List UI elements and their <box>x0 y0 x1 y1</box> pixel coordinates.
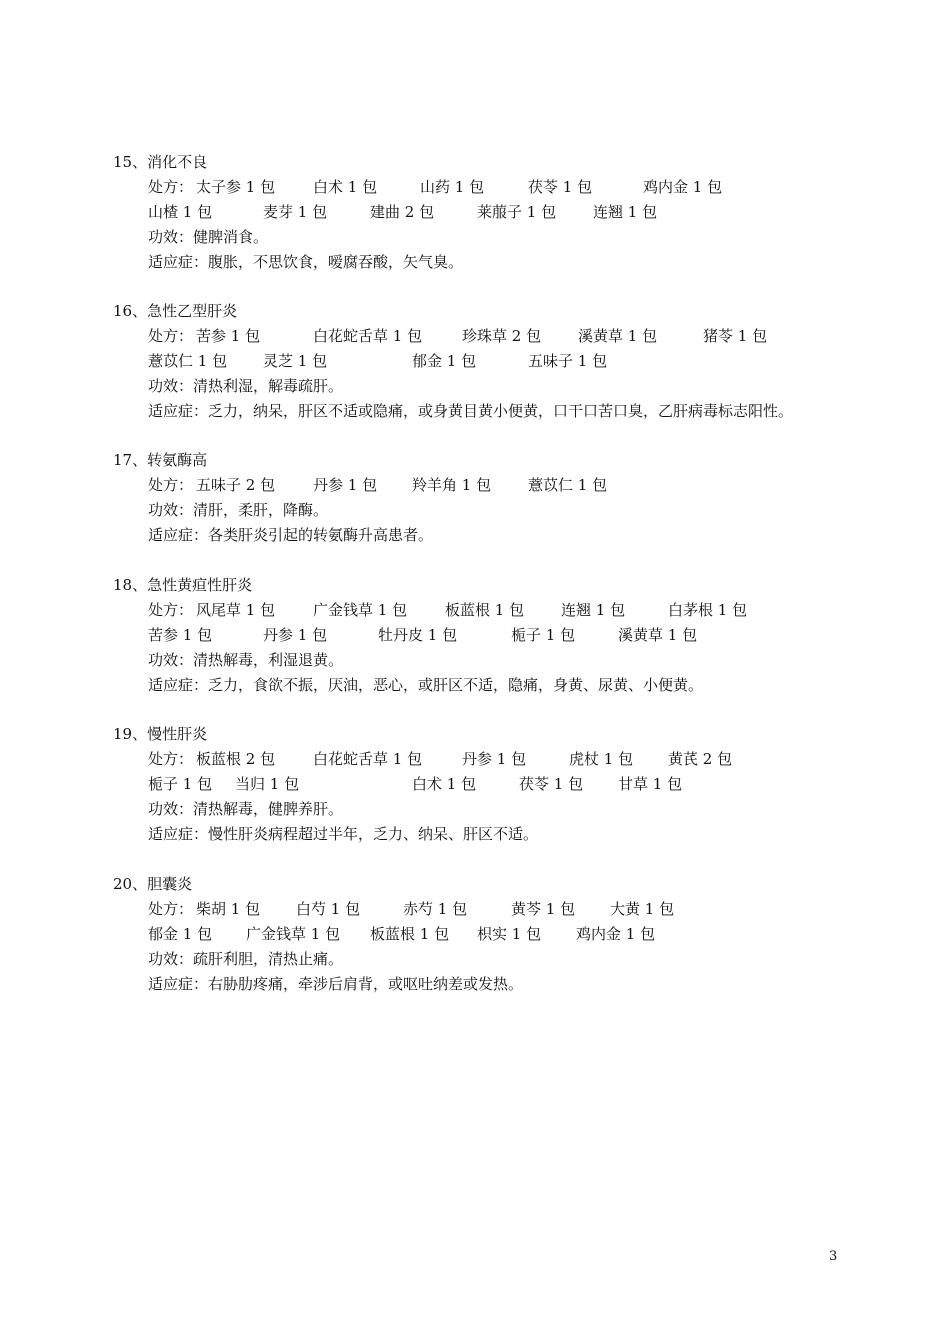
herb: 当归 1 包 <box>235 775 300 793</box>
herb: 丹参 1 包 <box>263 626 328 644</box>
herb: 柴胡 1 包 <box>196 900 261 918</box>
prescription-label: 处方： <box>148 178 194 196</box>
indication-text: 适应症：右胁肋疼痛，牵涉后肩背，或呕吐纳差或发热。 <box>148 975 524 993</box>
effect-text: 功效：清热利湿，解毒疏肝。 <box>148 377 344 395</box>
herb: 珍珠草 2 包 <box>462 327 542 345</box>
herb: 溪黄草 1 包 <box>578 327 658 345</box>
indication-text: 适应症：腹胀，不思饮食，嗳腐吞酸，矢气臭。 <box>148 253 464 271</box>
herb: 牡丹皮 1 包 <box>378 626 458 644</box>
herb: 薏苡仁 1 包 <box>148 352 228 370</box>
herb: 板蓝根 2 包 <box>196 750 276 768</box>
prescription-label: 处方： <box>148 476 194 494</box>
herb: 枳实 1 包 <box>477 925 542 943</box>
herb: 赤芍 1 包 <box>403 900 468 918</box>
herb: 鸡内金 1 包 <box>576 925 656 943</box>
indication-text: 适应症：慢性肝炎病程超过半年，乏力、纳呆、肝区不适。 <box>148 825 539 843</box>
herb: 广金钱草 1 包 <box>246 925 341 943</box>
section-title: 17、转氨酶高 <box>113 451 208 469</box>
herb: 茯苓 1 包 <box>528 178 593 196</box>
herb: 白芍 1 包 <box>296 900 361 918</box>
indication-text: 适应症：各类肝炎引起的转氨酶升高患者。 <box>148 526 434 544</box>
herb: 虎杖 1 包 <box>569 750 634 768</box>
herb: 莱菔子 1 包 <box>477 203 557 221</box>
herb: 山药 1 包 <box>420 178 485 196</box>
effect-text: 功效：清肝，柔肝，降酶。 <box>148 501 329 519</box>
herb: 栀子 1 包 <box>148 775 213 793</box>
herb: 风尾草 1 包 <box>196 601 276 619</box>
herb: 麦芽 1 包 <box>263 203 328 221</box>
indication-text: 适应症：乏力，食欲不振，厌油，恶心，或肝区不适，隐痛，身黄、尿黄、小便黄。 <box>148 676 704 694</box>
herb: 板蓝根 1 包 <box>445 601 525 619</box>
effect-text: 功效：清热解毒，利湿退黄。 <box>148 651 344 669</box>
herb: 丹参 1 包 <box>313 476 378 494</box>
herb: 黄芪 2 包 <box>668 750 733 768</box>
herb: 连翘 1 包 <box>561 601 626 619</box>
herb: 栀子 1 包 <box>511 626 576 644</box>
herb: 羚羊角 1 包 <box>412 476 492 494</box>
herb: 白花蛇舌草 1 包 <box>313 750 423 768</box>
herb: 郁金 1 包 <box>148 925 213 943</box>
herb: 丹参 1 包 <box>462 750 527 768</box>
herb: 太子参 1 包 <box>196 178 276 196</box>
section-title: 18、急性黄疸性肝炎 <box>113 576 253 594</box>
section-title: 16、急性乙型肝炎 <box>113 302 238 320</box>
page-number: 3 <box>829 1249 838 1264</box>
section-title: 20、胆囊炎 <box>113 875 193 893</box>
herb: 溪黄草 1 包 <box>618 626 698 644</box>
prescription-label: 处方： <box>148 601 194 619</box>
herb: 鸡内金 1 包 <box>643 178 723 196</box>
prescription-label: 处方： <box>148 327 194 345</box>
herb: 山楂 1 包 <box>148 203 213 221</box>
herb: 五味子 2 包 <box>196 476 276 494</box>
herb: 郁金 1 包 <box>412 352 477 370</box>
herb: 白术 1 包 <box>313 178 378 196</box>
effect-text: 功效：清热解毒，健脾养肝。 <box>148 800 344 818</box>
herb: 白花蛇舌草 1 包 <box>313 327 423 345</box>
herb: 甘草 1 包 <box>618 775 683 793</box>
herb: 茯苓 1 包 <box>519 775 584 793</box>
herb: 薏苡仁 1 包 <box>528 476 608 494</box>
herb: 五味子 1 包 <box>528 352 608 370</box>
herb: 板蓝根 1 包 <box>370 925 450 943</box>
herb: 广金钱草 1 包 <box>313 601 408 619</box>
herb: 白茅根 1 包 <box>668 601 748 619</box>
herb: 苦参 1 包 <box>148 626 213 644</box>
herb: 猪苓 1 包 <box>703 327 768 345</box>
section-title: 19、慢性肝炎 <box>113 725 208 743</box>
indication-text: 适应症：乏力，纳呆，肝区不适或隐痛，或身黄目黄小便黄，口干口苦口臭，乙肝病毒标志阳性。 <box>148 402 794 420</box>
herb: 建曲 2 包 <box>370 203 435 221</box>
prescription-label: 处方： <box>148 750 194 768</box>
herb: 灵芝 1 包 <box>263 352 328 370</box>
herb: 白术 1 包 <box>412 775 477 793</box>
herb: 大黄 1 包 <box>610 900 675 918</box>
herb: 连翘 1 包 <box>593 203 658 221</box>
effect-text: 功效：健脾消食。 <box>148 228 269 246</box>
prescription-label: 处方： <box>148 900 194 918</box>
herb: 苦参 1 包 <box>196 327 261 345</box>
section-title: 15、消化不良 <box>113 153 208 171</box>
herb: 黄芩 1 包 <box>511 900 576 918</box>
effect-text: 功效：疏肝利胆，清热止痛。 <box>148 950 344 968</box>
